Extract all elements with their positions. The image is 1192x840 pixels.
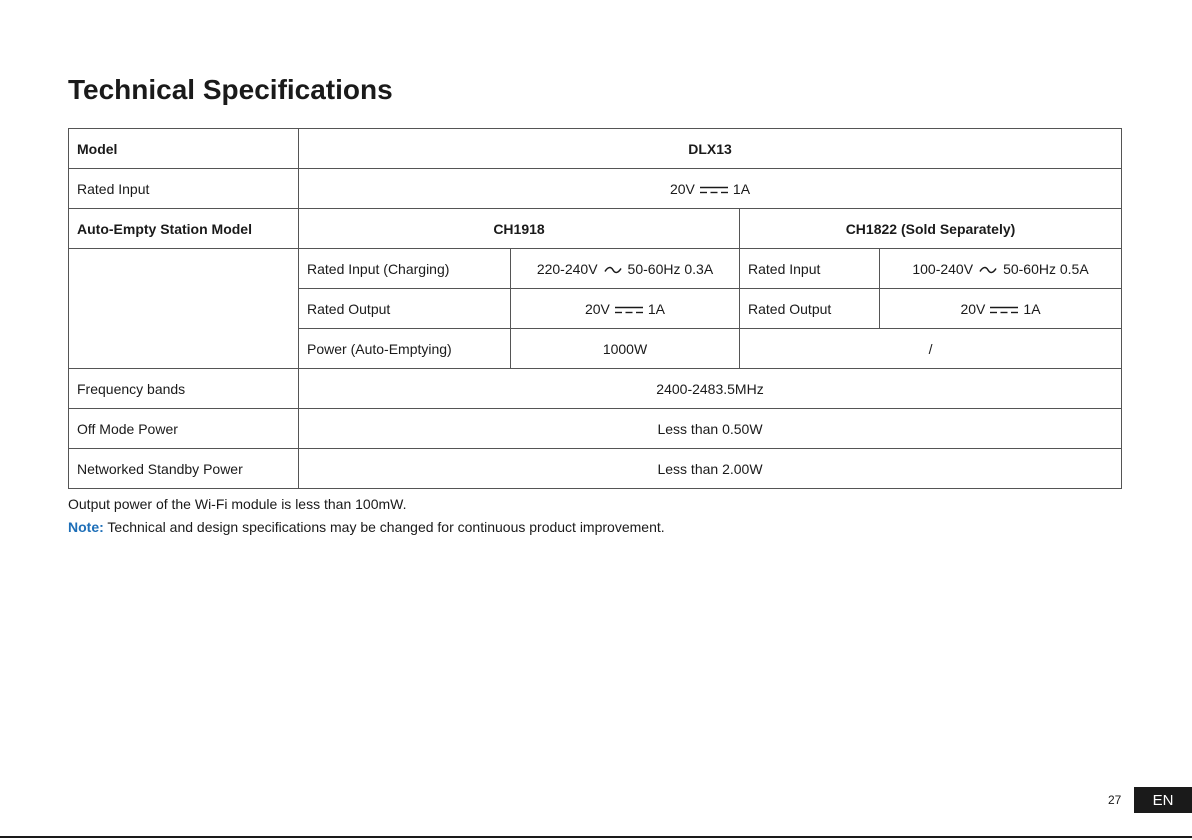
row-label-frequency: Frequency bands (69, 369, 299, 409)
frequency-value: 2400-2483.5MHz (299, 369, 1122, 409)
amp-text: 1A (647, 300, 666, 317)
sub-output-b-value (880, 289, 1122, 329)
note-text: Technical and design specifications may be changed for continuous product improvement. (107, 519, 665, 535)
rated-input-value (299, 169, 1122, 209)
spec-table (68, 128, 1122, 489)
row-label-standby: Networked Standby Power (69, 449, 299, 489)
sub-label-input-a: Rated Input (Charging) (299, 249, 511, 289)
volt-text: 20V (669, 180, 695, 197)
volt-text: 20V (584, 300, 610, 317)
empty-cell (69, 249, 299, 369)
sub-label-output-b: Rated Output (740, 289, 880, 329)
wifi-footnote: Output power of the Wi-Fi module is less than 100mW. (68, 496, 407, 512)
bottom-rule (0, 836, 1192, 838)
row-label-off-mode: Off Mode Power (69, 409, 299, 449)
sub-label-output-a: Rated Output (299, 289, 511, 329)
row-label-model: Model (69, 129, 299, 169)
sub-input-a-value (511, 249, 740, 289)
language-badge: EN (1134, 787, 1192, 813)
amp-text: 1A (1023, 300, 1041, 317)
amp-text: 1A (732, 180, 751, 197)
note-label: Note: (68, 519, 104, 535)
table-row (69, 129, 1122, 169)
standby-value: Less than 2.00W (299, 449, 1122, 489)
volt-text: 220-240V (536, 260, 598, 277)
ac-symbol-icon (979, 265, 997, 275)
table-row (69, 169, 1122, 209)
table-row (69, 449, 1122, 489)
page-title: Technical Specifications (68, 74, 393, 105)
dc-symbol-icon (700, 186, 728, 194)
table-row (69, 409, 1122, 449)
sub-power-a-value: 1000W (511, 329, 740, 369)
spec-text: 50-60Hz 0.3A (627, 260, 714, 277)
ac-symbol-icon (604, 265, 622, 275)
station-model-a: CH1918 (299, 209, 740, 249)
sub-power-b-value: / (740, 329, 1122, 369)
note-line (68, 519, 665, 535)
volt-text: 100-240V (912, 260, 974, 277)
model-value: DLX13 (299, 129, 1122, 169)
sub-label-input-b: Rated Input (740, 249, 880, 289)
row-label-rated-input: Rated Input (69, 169, 299, 209)
station-model-b: CH1822 (Sold Separately) (740, 209, 1122, 249)
page-number: 27 (1108, 793, 1122, 807)
table-row (69, 249, 1122, 289)
table-row (69, 209, 1122, 249)
dc-symbol-icon (990, 306, 1018, 314)
sub-output-a-value (511, 289, 740, 329)
row-label-station: Auto-Empty Station Model (69, 209, 299, 249)
dc-symbol-icon (615, 306, 643, 314)
spec-text: 50-60Hz 0.5A (1003, 260, 1089, 277)
table-row (69, 369, 1122, 409)
off-mode-value: Less than 0.50W (299, 409, 1122, 449)
sub-label-power-a: Power (Auto-Emptying) (299, 329, 511, 369)
sub-input-b-value (880, 249, 1122, 289)
volt-text: 20V (960, 300, 986, 317)
